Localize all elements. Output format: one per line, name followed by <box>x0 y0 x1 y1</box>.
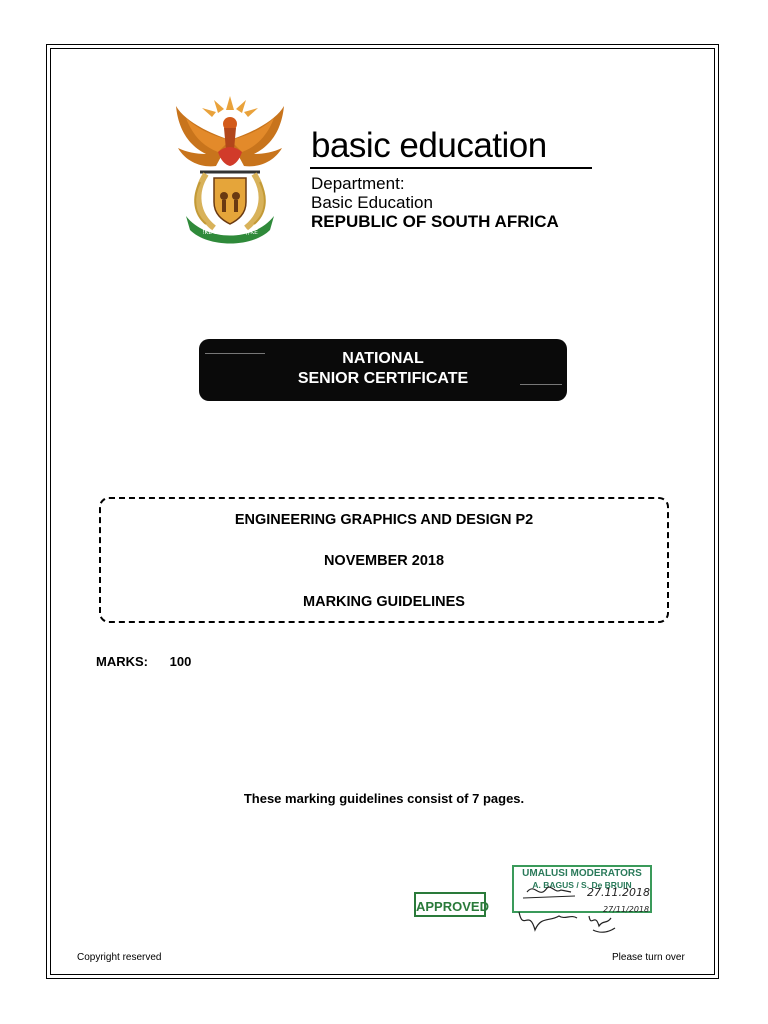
department-label: Department: <box>311 174 405 193</box>
marks-label: MARKS: <box>96 654 148 669</box>
exam-subject: ENGINEERING GRAPHICS AND DESIGN P2 <box>234 512 534 528</box>
certificate-line-1: NATIONAL <box>342 350 424 367</box>
umalusi-title: UMALUSI MODERATORS <box>522 868 642 879</box>
approved-stamp: APPROVED <box>414 892 486 917</box>
umalusi-names: A. BAGUS / S. De BRUIN <box>532 880 632 890</box>
banner-streak <box>205 353 265 354</box>
signatures-icon <box>505 872 665 942</box>
banner-streak <box>520 384 562 385</box>
signature-date-2: 27/11/2018 <box>603 905 650 914</box>
coat-of-arms-icon <box>166 92 294 244</box>
brand-underline <box>310 167 592 169</box>
certificate-line-2: SENIOR CERTIFICATE <box>297 370 469 387</box>
crest-motto: !KE E: /XARRA //KE <box>202 229 258 236</box>
exam-title-box <box>99 497 669 623</box>
marks-line <box>96 654 191 669</box>
marks-value: 100 <box>169 654 192 669</box>
footer-copyright: Copyright reserved <box>77 952 162 963</box>
certificate-banner <box>199 339 567 401</box>
country-name: REPUBLIC OF SOUTH AFRICA <box>311 212 559 231</box>
brand-title: basic education <box>311 126 547 165</box>
exam-session: NOVEMBER 2018 <box>323 553 445 569</box>
footer-turn-over: Please turn over <box>612 952 685 963</box>
department-name: Basic Education <box>311 193 433 212</box>
signature-date-1: 27.11.2018 <box>587 886 650 899</box>
pages-note: These marking guidelines consist of 7 pages. <box>243 791 525 806</box>
exam-document-type: MARKING GUIDELINES <box>303 594 465 610</box>
